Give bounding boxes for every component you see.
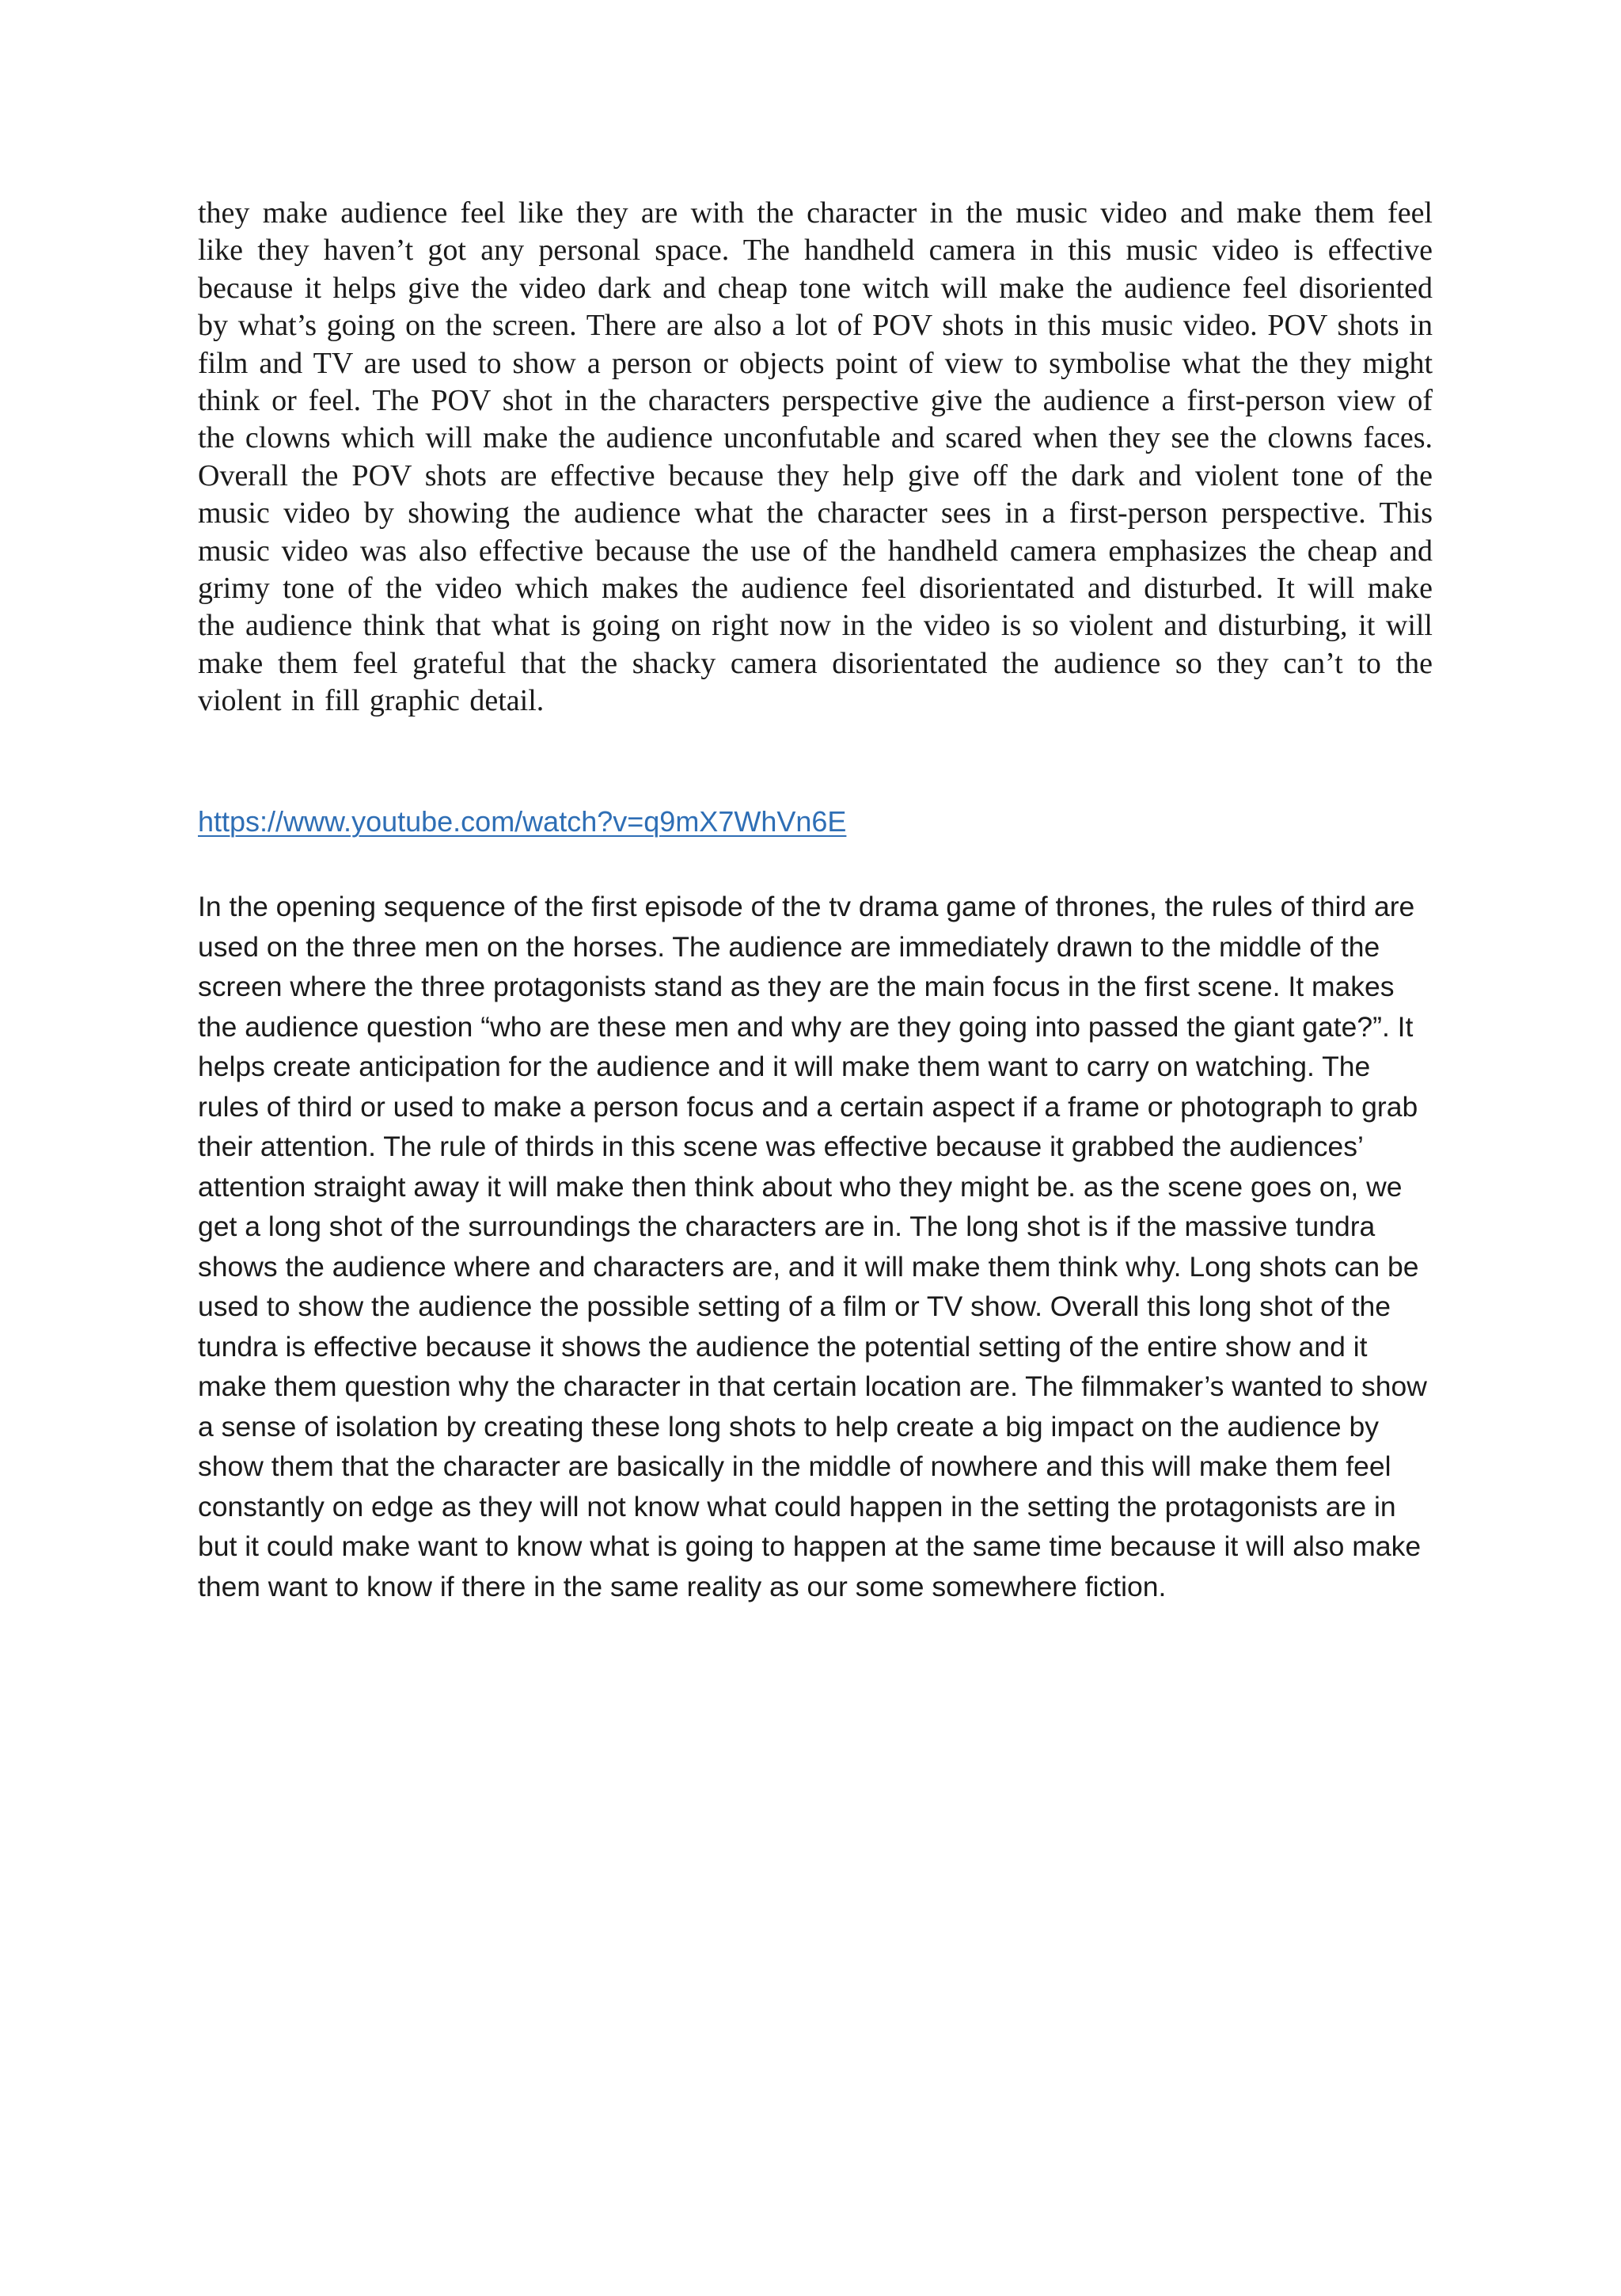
youtube-link[interactable]: https://www.youtube.com/watch?v=q9mX7WhVn6E (198, 805, 847, 838)
music-video-analysis-paragraph: they make audience feel like they are with the character in the music video and make them feel like they haven’t got any personal space. The handheld camera in this music video is effective because it helps give the video dark and cheap tone witch will make the audience feel disoriented by what’s going on the screen. There are also a lot of POV shots in this music video. POV shots in film and TV are used to show a person or objects point of view to symbolise what the they might think or feel. The POV shot in the characters perspective give the audience a first-person view of the clowns which will make the audience unconfutable and scared when they see the clowns faces. Overall the POV shots are effective because they help give off the dark and violent tone of the music video by showing the audience what the character sees in a first-person perspective. This music video was also effective because the use of the handheld camera emphasizes the cheap and grimy tone of the video which makes the audience feel disorientated and disturbed. It will make the audience think that what is going on right now in the video is so violent and disturbing, it will make them feel grateful that the shacky camera disorientated the audience so they can’t to the violent in fill graphic detail. (198, 196, 1433, 718)
game-of-thrones-analysis-paragraph: In the opening sequence of the first episode of the tv drama game of thrones, the rules of third are used on the three men on the horses. The audience are immediately drawn to the middle of the screen where the three protagonists stand as they are the main focus in the first scene. It makes the audience question “who are these men and why are they going into passed the giant gate?”. It helps create anticipation for the audience and it will make them want to carry on watching. The rules of third or used to make a person focus and a certain aspect if a frame or photograph to grab their attention. The rule of thirds in this scene was effective because it grabbed the audiences’ attention straight away it will make then think about who they might be. as the scene goes on, we get a long shot of the surroundings the characters are in. The long shot is if the massive tundra shows the audience where and characters are, and it will make them think why. Long shots can be used to show the audience the possible setting of a film or TV show. Overall this long shot of the tundra is effective because it shows the audience the potential setting of the entire show and it make them question why the character in that certain location are. The filmmaker’s wanted to show a sense of isolation by creating these long shots to help create a big impact on the audience by show them that the character are basically in the middle of nowhere and this will make them feel constantly on edge as they will not know what could happen in the setting the protagonists are in but it could make want to know what is going to happen at the same time because it will also make them want to know if there in the same reality as our some somewhere fiction. (198, 891, 1427, 1602)
